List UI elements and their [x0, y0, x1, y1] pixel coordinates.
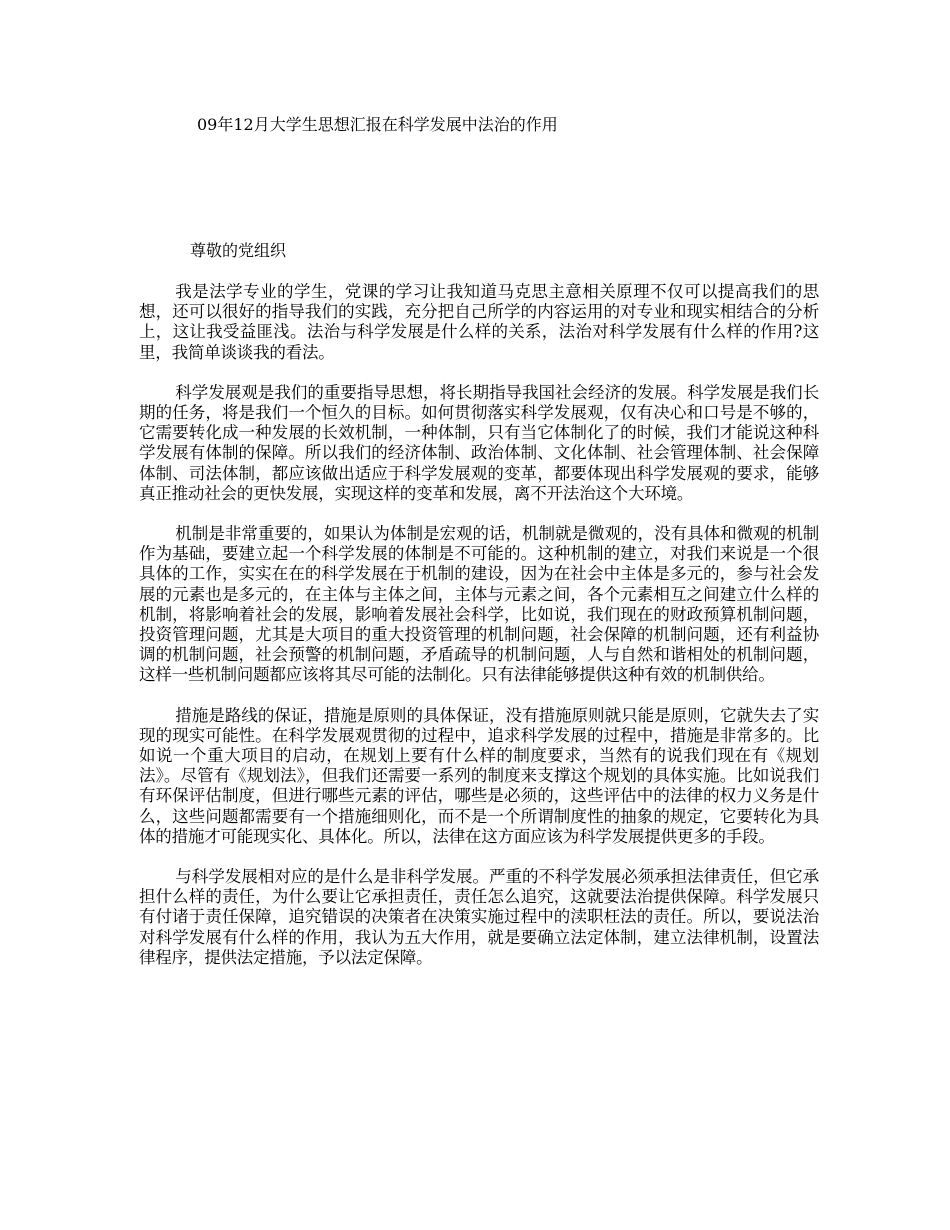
paragraph-1: 我是法学专业的学生，党课的学习让我知道马克思主意相关原理不仅可以提高我们的思想，还可以很好的指导我们的实践，充分把自己所学的内容运用的对专业和现实相结合的分析上，这让我受益匪浅。法治与科学发展是什么样的关系，法治对科学发展有什么样的作用?这里，我简单谈谈我的看法。: [139, 282, 819, 362]
paragraph-2: 科学发展观是我们的重要指导思想，将长期指导我国社会经济的发展。科学发展是我们长期的任务，将是我们一个恒久的目标。如何贯彻落实科学发展观，仅有决心和口号是不够的，它需要转化成一种发展的长效机制，一种体制，只有当它体制化了的时候，我们才能说这种科学发展有体制的保障。所以我们的经济体制、政治体制、文化体制、社会管理体制、社会保障体制、司法体制，都应该做出适应于科学发展观的变革，都要体现出科学发展观的要求，能够真正推动社会的更快发展，实现这样的变革和发展，离不开法治这个大环境。: [139, 382, 819, 503]
paragraph-3: 机制是非常重要的，如果认为体制是宏观的话，机制就是微观的，没有具体和微观的机制作为基础，要建立起一个科学发展的体制是不可能的。这种机制的建立，对我们来说是一个很具体的工作，实实在在的科学发展在于机制的建设，因为在社会中主体是多元的，参与社会发展的元素也是多元的，在主体与主体之间，主体与元素之间，各个元素相互之间建立什么样的机制，将影响着社会的发展，影响着发展社会科学，比如说，我们现在的财政预算机制问题，投资管理问题，尤其是大项目的重大投资管理的机制问题，社会保障的机制问题，还有利益协调的机制问题，社会预警的机制问题，矛盾疏导的机制问题，人与自然和谐相处的机制问题，这样一些机制问题都应该将其尽可能的法制化。只有法律能够提供这种有效的机制供给。: [139, 524, 819, 685]
document-title: 09年12月大学生思想汇报在科学发展中法治的作用: [197, 115, 558, 134]
salutation: 尊敬的党组织: [190, 241, 287, 260]
document-body: [139, 282, 819, 988]
paragraph-4: 措施是路线的保证，措施是原则的具体保证，没有措施原则就只能是原则，它就失去了实现的现实可能性。在科学发展观贯彻的过程中，追求科学发展的过程中，措施是非常多的。比如说一个重大项目的启动，在规划上要有什么样的制度要求，当然有的说我们现在有《规划法》。尽管有《规划法》，但我们还需要一系列的制度来支撑这个规划的具体实施。比如说我们有环保评估制度，但进行哪些元素的评估，哪些是必须的，这些评估中的法律的权力义务是什么，这些问题都需要有一个措施细则化，而不是一个所谓制度性的抽象的规定，它要转化为具体的措施才可能现实化、具体化。所以，法律在这方面应该为科学发展提供更多的手段。: [139, 705, 819, 846]
paragraph-5: 与科学发展相对应的是什么是非科学发展。严重的不科学发展必须承担法律责任，但它承担什么样的责任，为什么要让它承担责任，责任怎么追究，这就要法治提供保障。科学发展只有付诸于责任保障，追究错误的决策者在决策实施过程中的渎职枉法的责任。所以，要说法治对科学发展有什么样的作用，我认为五大作用，就是要确立法定体制，建立法律机制，设置法律程序，提供法定措施，予以法定保障。: [139, 867, 819, 967]
